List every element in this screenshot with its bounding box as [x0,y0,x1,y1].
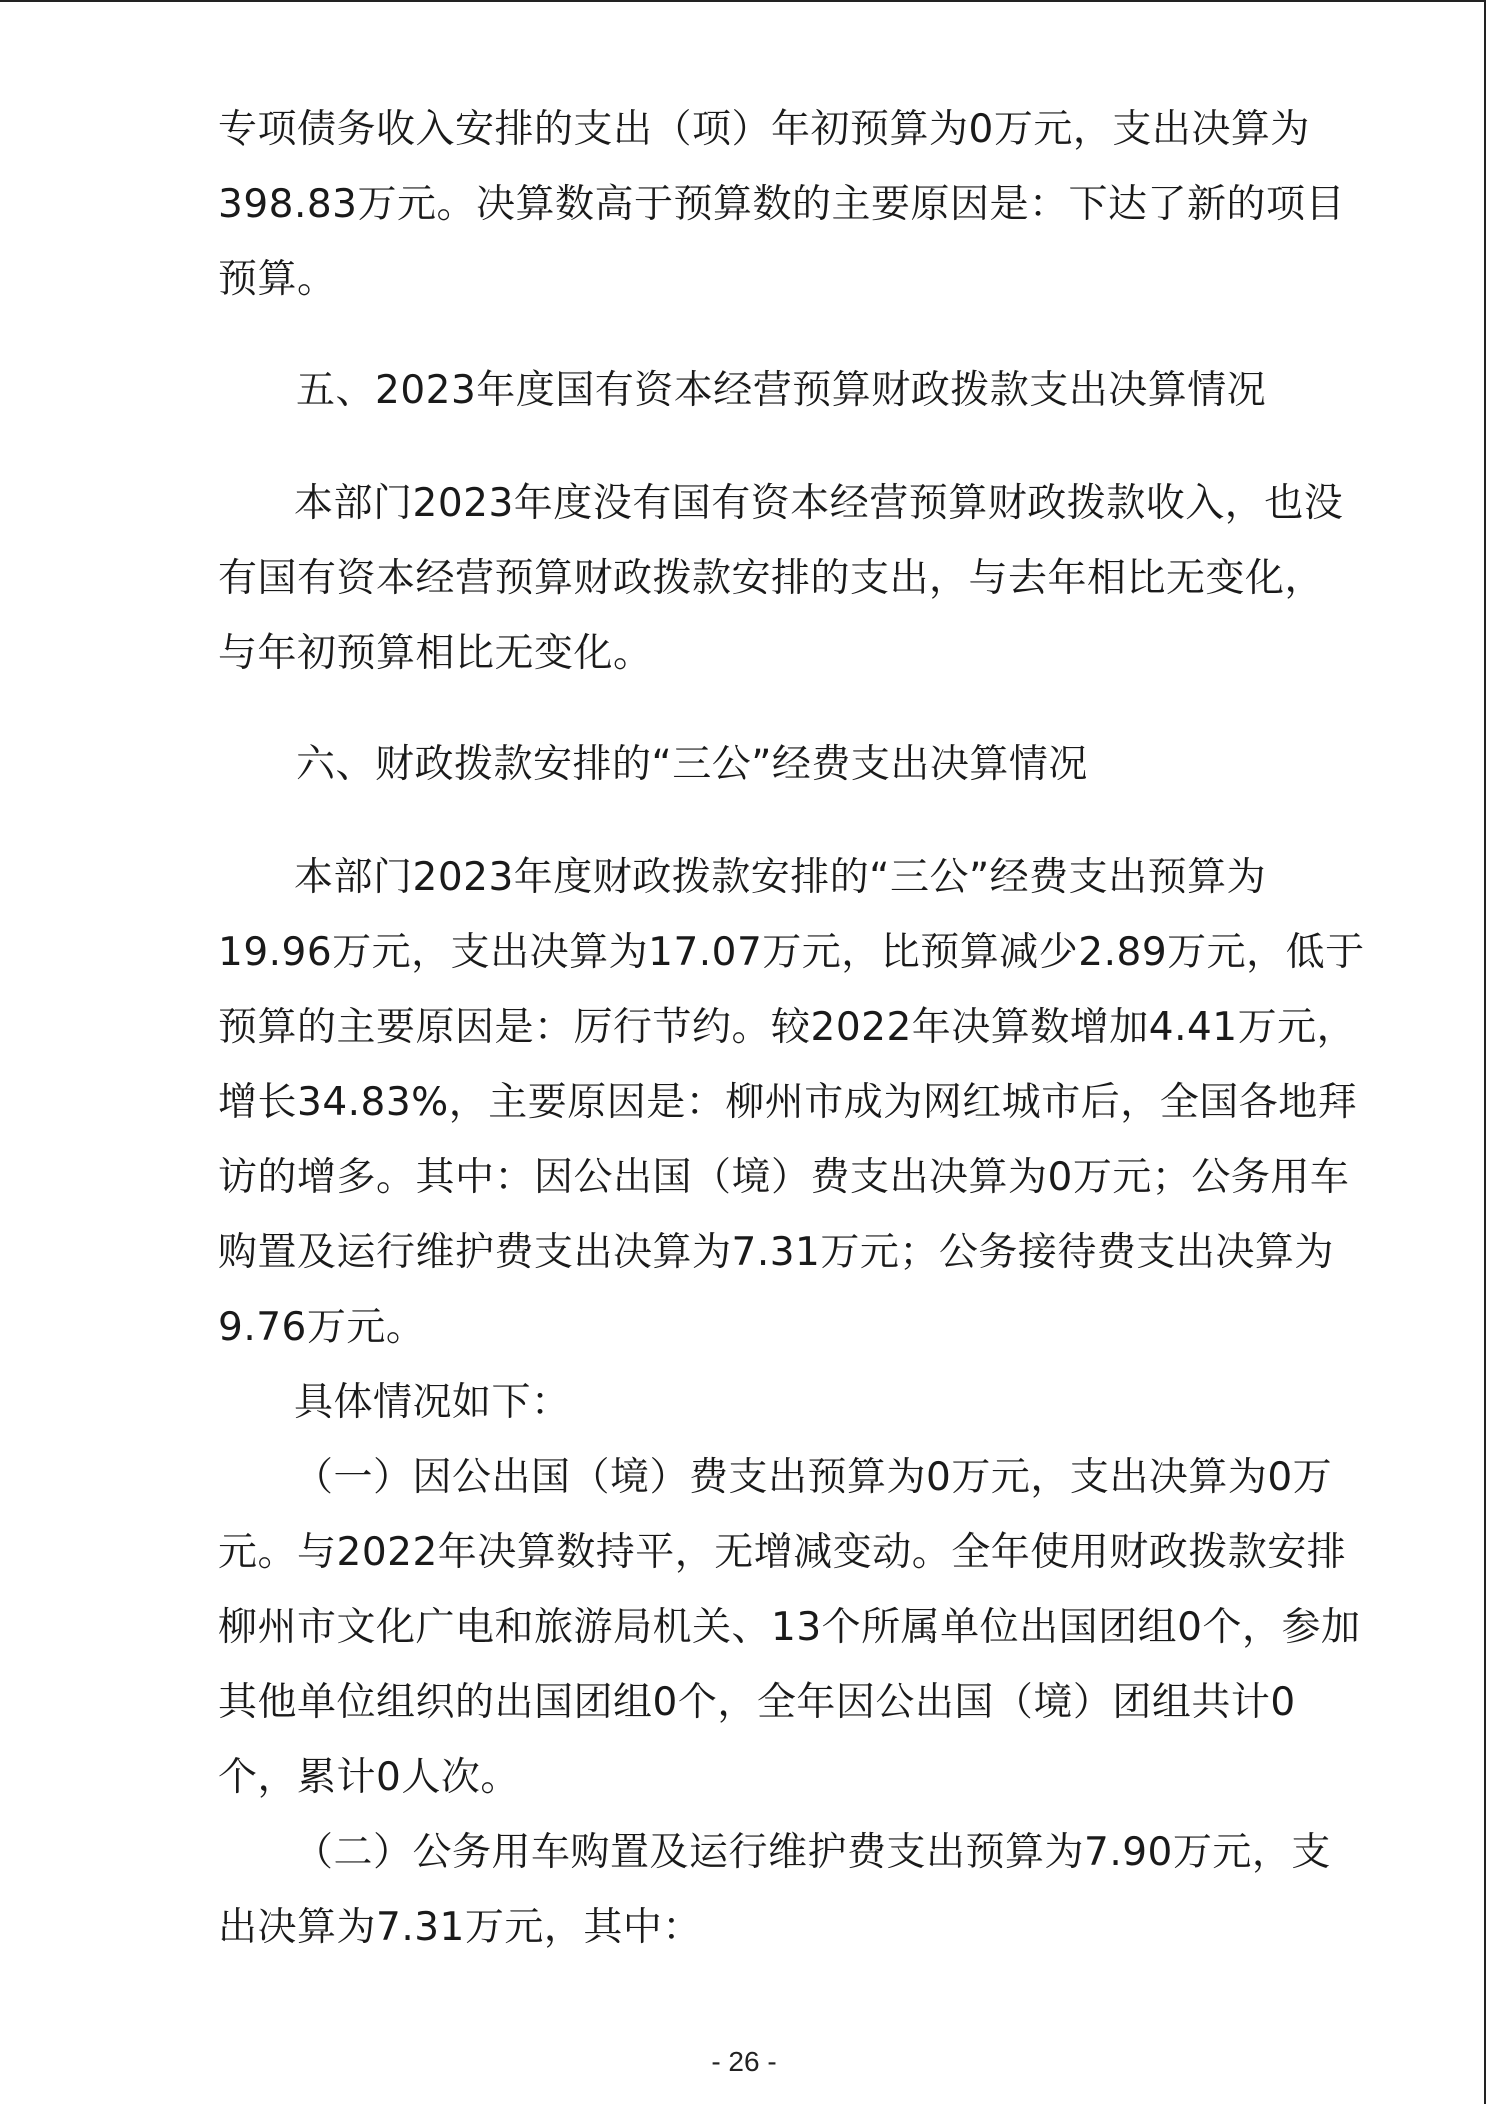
text-line: （一）因公出国（境）费支出预算为0万元，支出决算为0万 [294,1455,1333,1500]
section-heading-5: 五、2023年度国有资本经营预算财政拨款支出决算情况 [296,368,1267,413]
paragraph-special-debt [218,92,1345,317]
text-line: 本部门2023年度财政拨款安排的“三公”经费支出预算为 [294,855,1267,900]
paragraph-overseas-travel [218,1440,1361,1815]
text-line: 预算。 [218,257,337,302]
text-line: 9.76万元。 [218,1305,426,1350]
text-line: 访的增多。其中：因公出国（境）费支出决算为0万元；公务用车 [218,1155,1350,1200]
text-line: 柳州市文化广电和旅游局机关、13个所属单位出国团组0个，参加 [218,1605,1361,1650]
text-line: 出决算为7.31万元，其中： [218,1905,702,1950]
page-number: - 26 - [711,2046,777,2077]
document-body [218,92,1365,1965]
text-line: 本部门2023年度没有国有资本经营预算财政拨款收入，也没 [294,481,1344,526]
text-line: 增长34.83%，主要原因是：柳州市成为网红城市后，全国各地拜 [218,1080,1358,1125]
text-line: 预算的主要原因是：厉行节约。较2022年决算数增加4.41万元， [218,1005,1357,1050]
text-line: 有国有资本经营预算财政拨款安排的支出，与去年相比无变化， [218,556,1325,601]
paragraph-state-capital [218,466,1344,691]
text-line: 19.96万元，支出决算为17.07万元，比预算减少2.89万元，低于 [218,930,1365,975]
paragraph-details-intro: 具体情况如下： [294,1380,571,1425]
text-line: 专项债务收入安排的支出（项）年初预算为0万元，支出决算为 [218,107,1310,152]
text-line: 个，累计0人次。 [218,1755,520,1800]
text-line: 与年初预算相比无变化。 [218,631,653,676]
text-line: （二）公务用车购置及运行维护费支出预算为7.90万元，支 [294,1830,1331,1875]
paragraph-three-public-expenses [218,840,1365,1365]
text-line: 398.83万元。决算数高于预算数的主要原因是：下达了新的项目 [218,182,1345,227]
section-heading-6: 六、财政拨款安排的“三公”经费支出决算情况 [296,742,1088,787]
paragraph-official-vehicles [218,1815,1331,1965]
text-line: 购置及运行维护费支出决算为7.31万元；公务接待费支出决算为 [218,1230,1334,1275]
text-line: 其他单位组织的出国团组0个，全年因公出国（境）团组共计0 [218,1680,1296,1725]
text-line: 元。与2022年决算数持平，无增减变动。全年使用财政拨款安排 [218,1530,1347,1575]
